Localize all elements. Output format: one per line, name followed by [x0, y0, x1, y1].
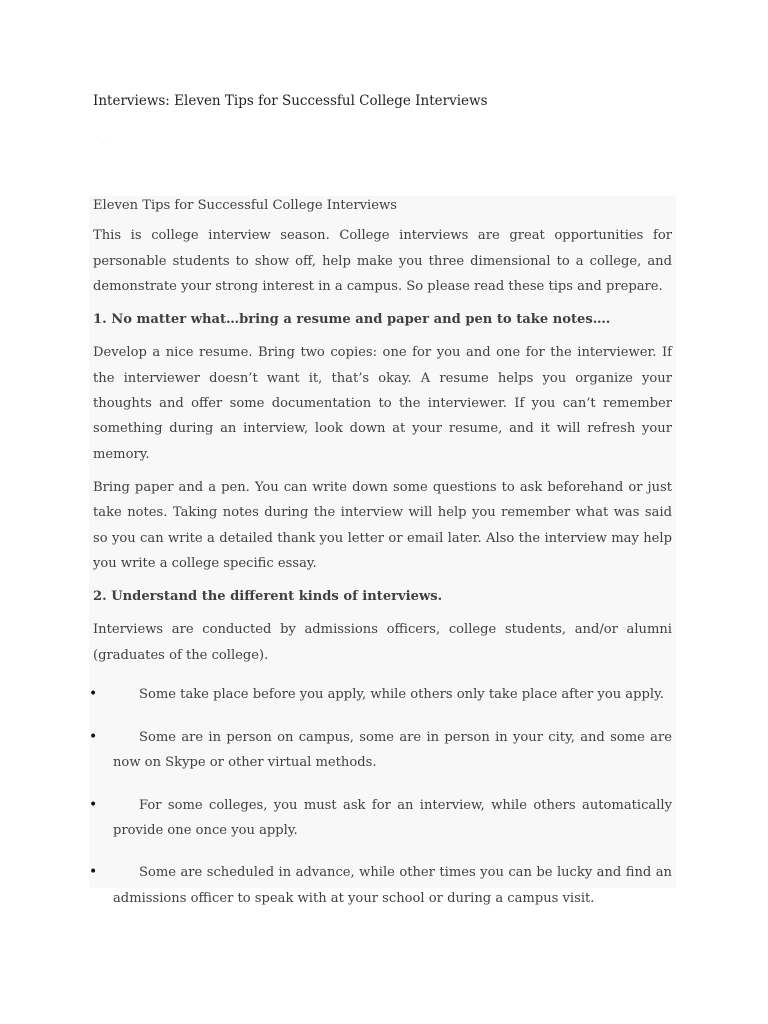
bullet-icon: •: [89, 796, 98, 813]
document-title: Interviews: Eleven Tips for Successful College Interviews: [93, 93, 488, 109]
list-item: [89, 793, 672, 844]
list-item: [89, 860, 672, 911]
article-subtitle: Eleven Tips for Successful College Interviews: [93, 198, 397, 213]
intro-paragraph: This is college interview season. College interviews are great opportunities for personable students to show off, help make you three dimensional to a college, and demonstrate your strong interest in a campus. So please read these tips and prepare.: [93, 228, 672, 294]
tip2-heading: 2. Understand the different kinds of interviews.: [93, 589, 443, 605]
list-item-text: Some take place before you apply, while others only take place after you apply.: [139, 687, 664, 703]
tip1-paragraph-1: Develop a nice resume. Bring two copies: one for you and one for the interviewer. If the interviewer doesn’t want it, that’s okay. A resume helps you organize your thoughts and offer some documentation to the interviewer. If you can’t remember something during an interview, look down at your resume, and it will refresh your memory.: [93, 345, 672, 462]
list-item-text: Some are in person on campus, some are in person in your city, and some are now on Skype or other virtual methods.: [113, 729, 672, 770]
interview-types-list: [89, 682, 672, 911]
bullet-icon: •: [89, 686, 98, 703]
bullet-icon: •: [89, 864, 98, 881]
tip1-heading: 1. No matter what…bring a resume and paper and pen to take notes….: [93, 312, 611, 328]
article-body: [89, 196, 676, 906]
tip2-paragraph-1: Interviews are conducted by admissions officers, college students, and/or alumni (graduates of the college).: [93, 622, 672, 663]
list-item-text: Some are scheduled in advance, while other times you can be lucky and find an admissions officer to speak with at your school or during a campus visit.: [113, 865, 672, 906]
list-item-text: For some colleges, you must ask for an interview, while others automatically provide one once you apply.: [113, 797, 672, 838]
bullet-icon: •: [89, 728, 98, 745]
tip1-paragraph-2: Bring paper and a pen. You can write down some questions to ask beforehand or just take notes. Taking notes during the interview will help you remember what was said so you can write a detailed thank you letter or email later. Also the interview may help you write a college specific essay.: [93, 479, 672, 571]
list-item: [89, 682, 672, 707]
list-item: [89, 725, 672, 776]
stray-mark: ·: [103, 140, 105, 147]
